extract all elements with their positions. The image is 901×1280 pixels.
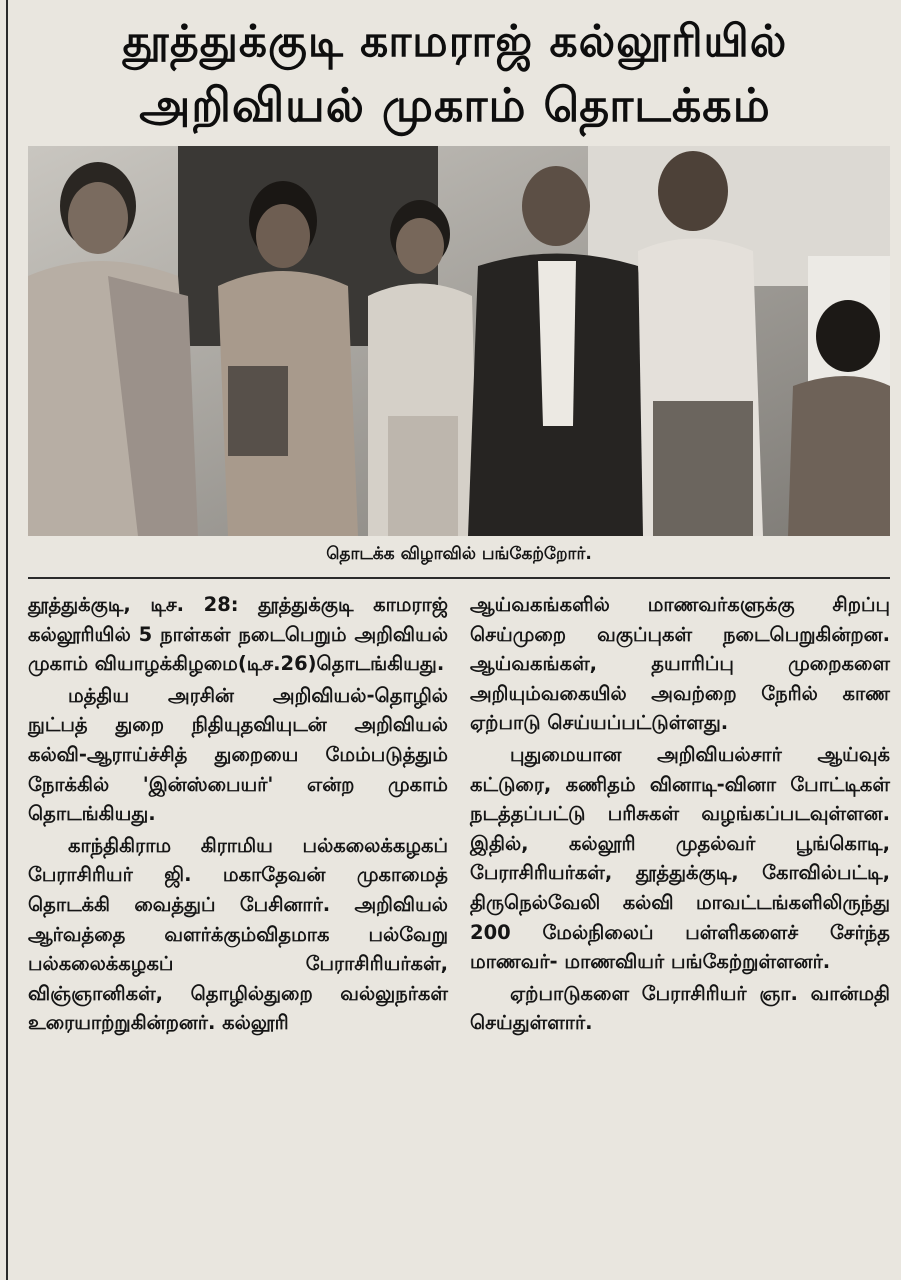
article-paragraph: காந்திகிராம கிராமிய பல்கலைக்கழகப் பேராசிரியர் ஜி. மகாதேவன் முகாமைத் தொடக்கி வைத்துப் பேசினார். அறிவியல் ஆர்வத்தை வளர்க்கும்விதமாக பல்வேறு பல்கலைக்கழகப் பேராசிரியர்கள், விஞ்ஞானிகள், தொழில்துறை வல்லுநர்கள் உரையாற்றுகின்றனர். கல்லூரி [28,833,448,1035]
article-paragraph: தூத்துக்குடி, டிச. 28: தூத்துக்குடி காமராஜ் கல்லூரியில் 5 நாள்கள் நடைபெறும் அறிவியல் முகாம் வியாழக்கிழமை(டிச.26)தொடங்கியது. [28,593,448,676]
headline-line-2: அறிவியல் முகாம் தொடக்கம் [139,78,771,132]
headline [20,14,890,134]
article-paragraph: ஏற்பாடுகளை பேராசிரியர் ஞா. வான்மதி செய்துள்ளார். [470,981,890,1035]
page-edge-line [6,0,8,1280]
article-paragraph: மத்திய அரசின் அறிவியல்-தொழில் நுட்பத் துறை நிதியுதவியுடன் அறிவியல் கல்வி-ஆராய்ச்சித் துறையை மேம்படுத்தும் நோக்கில் 'இன்ஸ்பையர்' என்ற முகாம் தொடங்கியது. [28,683,448,826]
headline-line-1: தூத்துக்குடி காமராஜ் கல்லூரியில் [122,16,788,67]
caption-divider [28,577,890,579]
photo-caption: தொடக்க விழாவில் பங்கேற்றோர். [326,544,592,564]
dateline: தூத்துக்குடி, டிச. 28: [28,593,239,616]
article-paragraph: ஆய்வகங்களில் மாணவர்களுக்கு சிறப்பு செய்முறை வகுப்புகள் நடைபெறுகின்றன. ஆய்வகங்கள், தயாரிப்பு முறைகளை அறியும்வகையில் அவற்றை நேரில் காண ஏற்பாடு செய்யப்பட்டுள்ளது. [470,593,890,735]
photo-group-icon [28,146,890,536]
group-photo [28,146,890,536]
article-right-column [470,590,890,1038]
article-paragraph: புதுமையான அறிவியல்சார் ஆய்வுக் கட்டுரை, கணிதம் வினாடி-வினா போட்டிகள் நடத்தப்பட்டு பரிசுகள் வழங்கப்படவுள்ளன. இதில், கல்லூரி முதல்வர் பூங்கொடி, பேராசிரியர்கள், தூத்துக்குடி, கோவில்பட்டி, திருநெல்வேலி கல்வி மாவட்டங்களிலிருந்து 200 மேல்நிலைப் பள்ளிகளைச் சேர்ந்த மாணவர்- மாணவியர் பங்கேற்றுள்ளனர். [470,742,890,974]
article-left-column [28,590,448,1038]
